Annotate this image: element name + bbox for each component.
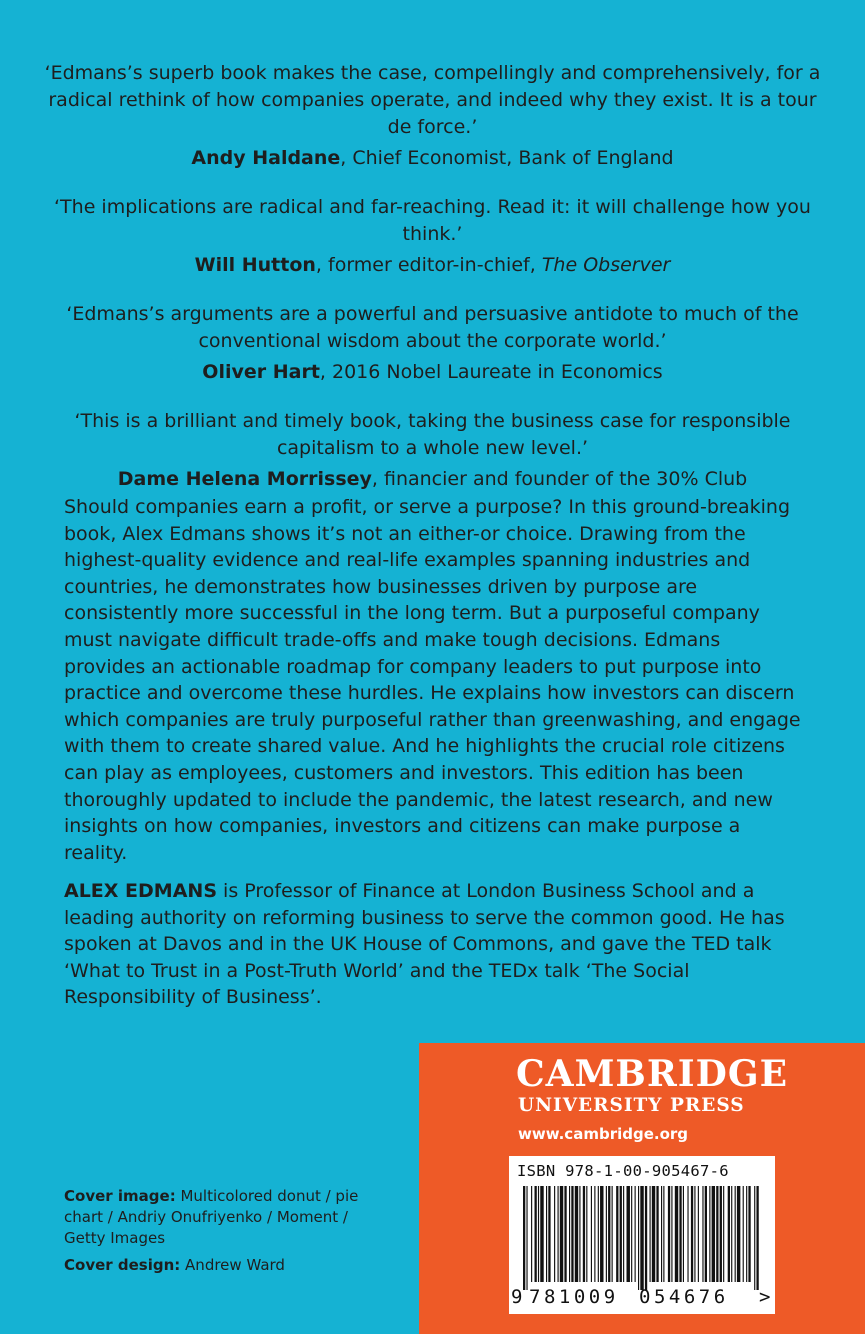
cover-design-credit	[64, 1255, 364, 1276]
publisher-url: www.cambridge.org	[518, 1125, 689, 1143]
endorsement-quote-4: ‘This is a brilliant and timely book, taking the business case for responsible capitalism to a whole new level.’	[74, 410, 791, 459]
cover-design-label: Cover design:	[64, 1256, 181, 1274]
endorser-name-4: Dame Helena Morrissey	[117, 468, 372, 490]
author-bio	[64, 878, 804, 1011]
endorsement-attribution-2	[40, 252, 825, 279]
endorsement-attribution-3	[40, 359, 825, 386]
author-bio-text: is Professor of Finance at London Business School and a leading authority on reforming business to serve the common good. He has spoken at Davos and in the UK House of Commons, and gave the TED talk ‘What to Trust in a Post-Truth World’ and the TEDx talk ‘The Social Responsibility of Business’.	[64, 880, 785, 1009]
endorsement-attribution-4	[40, 466, 825, 493]
endorser-role-4: , financier and founder of the 30% Club	[371, 468, 748, 490]
endorser-name-2: Will Hutton	[194, 254, 316, 276]
cover-image-label: Cover image:	[64, 1187, 176, 1205]
barcode-quiet-mark: >	[759, 1286, 771, 1308]
endorsement-quote-1: ‘Edmans’s superb book makes the case, compellingly and comprehensively, for a radical rethink of how companies operate, and indeed why they exist. It is a tour de force.’	[44, 62, 821, 138]
cover-design-text: Andrew Ward	[180, 1256, 285, 1274]
cover-credits	[64, 1186, 364, 1282]
endorser-publication-2: The Observer	[541, 254, 671, 276]
barcode-first-digit: 9	[511, 1286, 523, 1308]
barcode-right-digits: 054676	[639, 1286, 729, 1308]
barcode	[509, 1156, 775, 1314]
endorsements	[40, 60, 825, 515]
endorser-name-1: Andy Haldane	[191, 147, 341, 169]
endorsement-quote-3: ‘Edmans’s arguments are a powerful and persuasive antidote to much of the conventional wisdom about the corporate world.’	[66, 303, 799, 352]
publisher-logo-name: CAMBRIDGE	[516, 1053, 789, 1095]
cover-image-text: Multicolored donut / pie chart / Andriy Onufriyenko / Moment / Getty Images	[64, 1187, 359, 1247]
endorser-role-3: , 2016 Nobel Laureate in Economics	[319, 361, 663, 383]
book-blurb: Should companies earn a profit, or serve a purpose? In this ground-breaking book, Alex Edmans shows it’s not an either-or choice. Drawing from the highest-quality evidence and real-life examples spanning industries and countries, he demonstrates how businesses driven by purpose are consistently more successful in the long term. But a purposeful company must navigate difficult trade-offs and make tough decisions. Edmans provides an actionable roadmap for company leaders to put purpose into practice and overcome these hurdles. He explains how investors can discern which companies are truly purposeful rather than greenwashing, and engage with them to create shared value. And he highlights the crucial role citizens can play as employees, customers and investors. This edition has been thoroughly updated to include the pandemic, the latest research, and new insights on how companies, investors and citizens can make purpose a reality.	[64, 496, 801, 864]
publisher-panel	[419, 1043, 865, 1334]
endorser-name-3: Oliver Hart	[202, 361, 320, 383]
author-name: ALEX EDMANS	[64, 880, 218, 902]
barcode-bars	[523, 1186, 763, 1290]
endorsement-attribution-1	[40, 145, 825, 172]
publisher-logo-subname: UNIVERSITY PRESS	[518, 1095, 745, 1116]
endorser-role-2: , former editor-in-chief,	[315, 254, 542, 276]
cover-image-credit	[64, 1186, 364, 1249]
endorser-role-1: , Chief Economist, Bank of England	[340, 147, 674, 169]
endorsement-quote-2: ‘The implications are radical and far-reaching. Read it: it will challenge how you think.’	[54, 196, 811, 245]
barcode-left-digits: 781009	[529, 1286, 619, 1308]
isbn-number: ISBN 978-1-00-905467-6	[517, 1162, 729, 1180]
